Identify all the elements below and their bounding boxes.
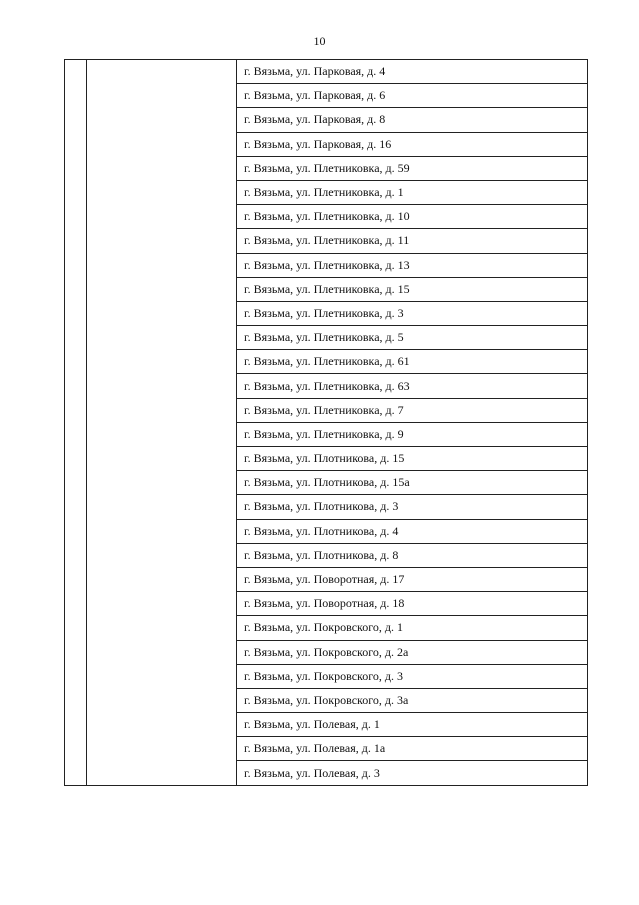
address-cell: г. Вязьма, ул. Плетниковка, д. 15: [237, 277, 588, 301]
address-cell: г. Вязьма, ул. Полевая, д. 1: [237, 713, 588, 737]
address-cell: г. Вязьма, ул. Полевая, д. 1а: [237, 737, 588, 761]
address-cell: г. Вязьма, ул. Парковая, д. 8: [237, 108, 588, 132]
address-cell: г. Вязьма, ул. Парковая, д. 16: [237, 132, 588, 156]
address-cell: г. Вязьма, ул. Парковая, д. 4: [237, 60, 588, 84]
address-cell: г. Вязьма, ул. Плетниковка, д. 61: [237, 350, 588, 374]
address-table-body: [65, 60, 588, 786]
page-number: 10: [313, 34, 326, 48]
address-cell: г. Вязьма, ул. Полевая, д. 3: [237, 761, 588, 785]
address-cell: г. Вязьма, ул. Покровского, д. 3: [237, 664, 588, 688]
address-cell: г. Вязьма, ул. Покровского, д. 1: [237, 616, 588, 640]
address-cell: г. Вязьма, ул. Покровского, д. 2а: [237, 640, 588, 664]
address-cell: г. Вязьма, ул. Плетниковка, д. 3: [237, 301, 588, 325]
address-cell: г. Вязьма, ул. Плетниковка, д. 9: [237, 422, 588, 446]
address-cell: г. Вязьма, ул. Поворотная, д. 17: [237, 567, 588, 591]
address-cell: г. Вязьма, ул. Плетниковка, д. 10: [237, 205, 588, 229]
address-cell: г. Вязьма, ул. Плетниковка, д. 5: [237, 326, 588, 350]
table-row: [65, 60, 588, 84]
address-cell: г. Вязьма, ул. Плетниковка, д. 11: [237, 229, 588, 253]
address-cell: г. Вязьма, ул. Плотникова, д. 15а: [237, 471, 588, 495]
address-cell: г. Вязьма, ул. Парковая, д. 6: [237, 84, 588, 108]
address-table: [64, 59, 588, 786]
address-cell: г. Вязьма, ул. Плотникова, д. 8: [237, 543, 588, 567]
address-cell: г. Вязьма, ул. Плетниковка, д. 7: [237, 398, 588, 422]
address-cell: г. Вязьма, ул. Плетниковка, д. 59: [237, 156, 588, 180]
address-cell: г. Вязьма, ул. Поворотная, д. 18: [237, 592, 588, 616]
address-cell: г. Вязьма, ул. Плотникова, д. 3: [237, 495, 588, 519]
address-cell: г. Вязьма, ул. Плотникова, д. 15: [237, 447, 588, 471]
number-column-cell: [65, 60, 87, 786]
address-cell: г. Вязьма, ул. Плотникова, д. 4: [237, 519, 588, 543]
address-cell: г. Вязьма, ул. Плетниковка, д. 1: [237, 180, 588, 204]
address-cell: г. Вязьма, ул. Плетниковка, д. 63: [237, 374, 588, 398]
address-cell: г. Вязьма, ул. Покровского, д. 3а: [237, 688, 588, 712]
name-column-cell: [87, 60, 237, 786]
address-cell: г. Вязьма, ул. Плетниковка, д. 13: [237, 253, 588, 277]
